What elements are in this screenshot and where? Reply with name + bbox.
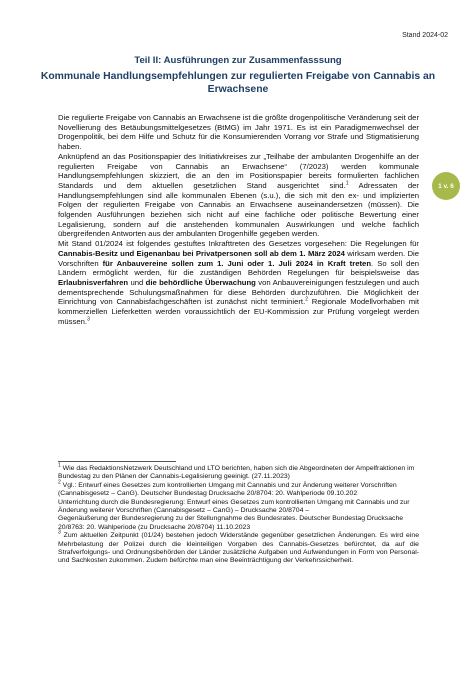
footnote-ref[interactable]: 1 — [345, 180, 349, 187]
footnote-text: Wie das RedaktionsNetzwerk Deutschland und LTO berichten, haben sich die Abgeordneten der Ampelfraktionen im Bundestag zu den Plänen der Cannabis-Legalisierung geeinigt. (27.11.2023) — [58, 465, 415, 481]
paragraph-text: Mit Stand 01/2024 ist folgendes gestuftes Inkrafttreten des Gesetzes vorgesehen: Die Regelungen für — [58, 239, 419, 249]
emphasis-text: Cannabis-Besitz und Eigenanbau bei Privatpersonen soll ab dem 1. März 2024 — [58, 248, 345, 258]
footnote-divider — [58, 461, 176, 462]
footnote-2-continued: Gegenäußerung der Bundesregierung zu der Stellungnahme des Bundesrates. Deutscher Bundestag Drucksache 20/8763: 20. Wahlperiode (zu Drucksache 20/8704) 11.10.2023 — [58, 515, 404, 531]
paragraph-text: . So soll den Ländern ermöglicht werden, für die zuständigen Behörden Regelungen für beispielsweise das — [58, 258, 420, 278]
paragraph-text: Anknüpfend an das Positionspapier des Initiativkreises zur „Teilhabe der ambulanten Drogenhilfe an der regulierten Freigabe von Cannabis an Erwachsene“ (7/2023) werden kommunale Handlungsempfehlungen skizziert, die an den im Positionspapier bereits formulierten fachlichen Standards und dem aktuellen gesetzlichen Stand ausgerichtet sind. — [58, 151, 419, 190]
body-text — [58, 113, 419, 326]
footnote-text: Vgl.: Entwurf eines Gesetzes zum kontrollierten Umgang mit Cannabis und zur Änderung weiterer Vorschriften (Cannabisgesetz – CanG). Deutscher Bundestag Drucksache 20/8704: 20. Wahlperiode 09.10.202 — [58, 481, 397, 498]
paragraph-text: Adressaten der Handlungsempfehlungen sind alle kommunalen Ebenen (s.u.), die sich mit den ex- und implizierten Folgen der regulierten Freigabe von Cannabis an Erwachsene auseinandersetzen (müssen). Die folgenden Ausführungen beziehen sich nicht auf eine fachliche oder politische Bewertung einer Legalisierung, sondern auf die anstehenden kommunalen Auswirkungen und welche fachlich übergreifenden Antworten aus der ambulanten Drogenhilfe gegeben werden. — [58, 180, 419, 239]
footnote-text: Zum aktuellen Zeitpunkt (01/24) bestehen jedoch Widerstände gegenüber gesetzlichen Änderungen. Es wird eine Mehrbelastung der Polizei durch die kleinteiligen Vorgaben des Cannabis-Gesetzes befürchtet, da auf die Strafverfolgungs- und Ordnungsbehörden der Länder zusätzliche Aufgaben und Aufwendungen in Form von Personal- und Sachkosten zukommen. Zudem befürchte man eine Beeinträchtigung der Verkehrssicherheit. — [58, 532, 419, 565]
footnote-mark: 2 — [58, 479, 61, 486]
footnote-2-continued: Unterrichtung durch die Bundesregierung: Entwurf eines Gesetzes zum kontrollierten Umgang mit Cannabis und zur Änderung weiterer Vorschriften (Cannabisgesetz – CanG) – Drucksache 20/8704 – — [58, 498, 410, 515]
footnote-2 — [58, 479, 419, 499]
paragraph-text: von Anbauvereinigungen festzulegen und auch dementsprechende Schulungsmaßnahmen für diese Behörden durchzuführen. Die Möglichkeit der Einrichtung von Cannabisfachgeschäften ist zunächst nicht terminiert. — [58, 277, 419, 307]
footnote-ref[interactable]: 3 — [87, 316, 90, 323]
section-title: Teil II: Ausführungen zur Zusammenfasssung — [134, 55, 342, 66]
emphasis-text: Erlaubnisverfahren — [58, 277, 129, 287]
paragraph-text: und — [128, 277, 146, 287]
version-stamp: Stand 2024-02 — [402, 32, 448, 39]
emphasis-text: für Anbauvereine sollen zum 1. Juni oder 1. Juli 2024 in Kraft treten — [102, 258, 372, 268]
footnote-mark: 1 — [58, 462, 61, 469]
document-heading: Kommunale Handlungsempfehlungen zur regulierten Freigabe von Cannabis an Erwachsene — [40, 71, 436, 95]
paragraph-text: Regionale Modellvorhaben mit kommerziellen Lieferketten werden voraussichtlich der EU-Kommission zur Prüfung vorgelegt werden müssen. — [58, 297, 419, 326]
emphasis-text: die behördliche Überwachung — [145, 277, 256, 287]
paragraph-recommendations — [58, 152, 419, 239]
footnote-ref[interactable]: 2 — [305, 296, 308, 303]
footnotes — [58, 462, 419, 566]
footnote-3 — [58, 529, 419, 566]
footnote-mark: 3 — [58, 529, 61, 536]
page-badge: 1 v. 6 — [432, 172, 460, 200]
paragraph-timeline — [58, 239, 419, 326]
paragraph-intro: Die regulierte Freigabe von Cannabis an Erwachsene ist die größte drogenpolitische Veränderung seit der Novellierung des Betäubungsmittelgesetzes (BtMG) im Jahr 1971. Es ist ein Paradigmenwechsel der Drogenpolitik, bei dem Hilfe und Schutz für die Konsumierenden Vorrang vor Strafe und Stigmatisierung haben. — [58, 113, 419, 152]
footnote-1 — [58, 462, 419, 482]
paragraph-text: wirksam werden. Die Vorschriften — [58, 248, 419, 268]
